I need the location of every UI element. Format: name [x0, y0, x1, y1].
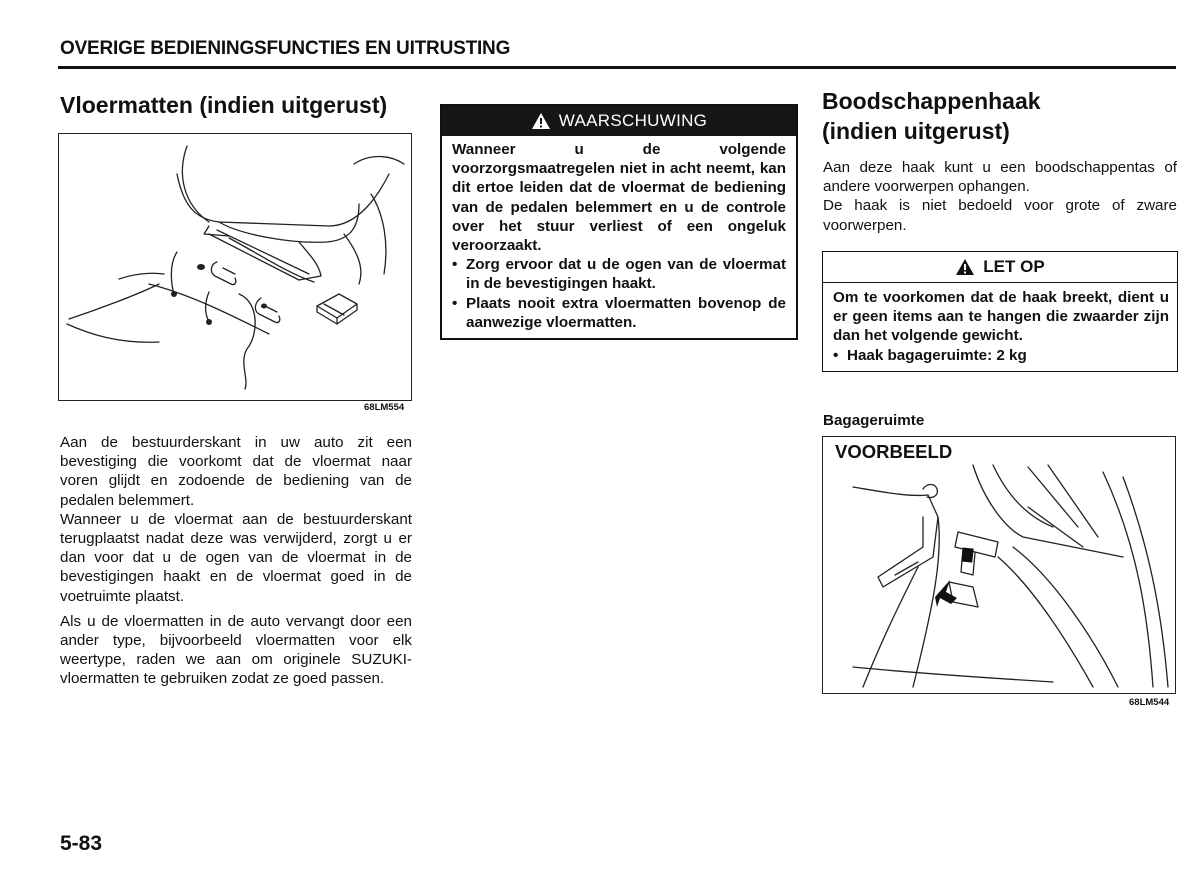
warning-text: Wanneer u de volgende voorzorgsmaatregelen niet in acht neemt, kan dit ertoe leiden dat de vloermat de bediening van de pedalen belemmert en u de controle over het stuur verliest of een ongeluk veroorzaakt. — [452, 141, 786, 255]
caution-header — [823, 252, 1177, 283]
warning-triangle-icon — [955, 258, 975, 276]
paragraph: De haak is niet bedoeld voor grote of zware voorwerpen. — [823, 197, 1177, 234]
caution-box — [822, 251, 1178, 372]
luggage-hook-drawing — [823, 437, 1175, 693]
luggage-hook-illustration — [822, 436, 1176, 694]
section-title: OVERIGE BEDIENINGSFUNCTIES EN UITRUSTING — [60, 38, 511, 59]
warning-bullet: • Zorg ervoor dat u de ogen van de vloermat in de bevestigingen haakt. — [452, 256, 786, 293]
figure-code-right: 68LM544 — [1129, 697, 1170, 708]
floor-mats-text — [60, 433, 412, 689]
paragraph: Aan de bestuurderskant in uw auto zit een bevestiging die voorkomt dat de vloermat naar voren glijdt en zodoende de bediening van de pedalen belemmert. — [60, 434, 412, 509]
luggage-subheading: Bagageruimte — [823, 412, 925, 429]
figure-code-left: 68LM554 — [364, 402, 405, 413]
shopping-hook-heading — [822, 86, 1041, 146]
page-number: 5-83 — [60, 832, 103, 855]
caution-bullet: • Haak bagageruimte: 2 kg — [833, 346, 1027, 364]
warning-title: WAARSCHUWING — [558, 111, 708, 130]
floor-mat-drawing — [59, 134, 411, 400]
caution-body — [823, 283, 1177, 371]
warning-header — [442, 106, 796, 136]
heading-line: (indien uitgerust) — [822, 118, 1010, 144]
caution-title: LET OP — [983, 257, 1045, 276]
header-rule — [58, 66, 1176, 69]
paragraph: Als u de vloermatten in de auto vervangt door een ander type, bijvoorbeeld vloermatten voor elk weertype, raden we aan om originele SUZUKI-vloermatten te gebruiken zodat ze goed passen. — [60, 612, 412, 688]
example-label: VOORBEELD — [835, 441, 953, 462]
warning-box — [440, 104, 798, 340]
paragraph: Aan deze haak kunt u een boodschappentas of andere voorwerpen ophangen. — [823, 159, 1177, 196]
heading-line: Boodschappenhaak — [822, 88, 1041, 114]
warning-body — [442, 136, 796, 338]
caution-text: Om te voorkomen dat de haak breekt, dient u er geen items aan te hangen die zwaarder zijn dan het volgende gewicht. — [833, 289, 1169, 345]
shopping-hook-text — [823, 158, 1177, 235]
paragraph: Wanneer u de vloermat aan de bestuurderskant terugplaatst nadat deze was verwijderd, zorgt u er dan voor dat u de ogen van de vloermat in de bevestigingen haakt en de vloermat goed in de voetruimte plaatst. — [60, 510, 412, 605]
floor-mats-heading: Vloermatten (indien uitgerust) — [60, 92, 388, 118]
warning-bullet: • Plaats nooit extra vloermatten bovenop de aanwezige vloermatten. — [452, 294, 786, 331]
floor-mat-illustration — [58, 133, 412, 401]
warning-triangle-icon — [531, 112, 551, 130]
